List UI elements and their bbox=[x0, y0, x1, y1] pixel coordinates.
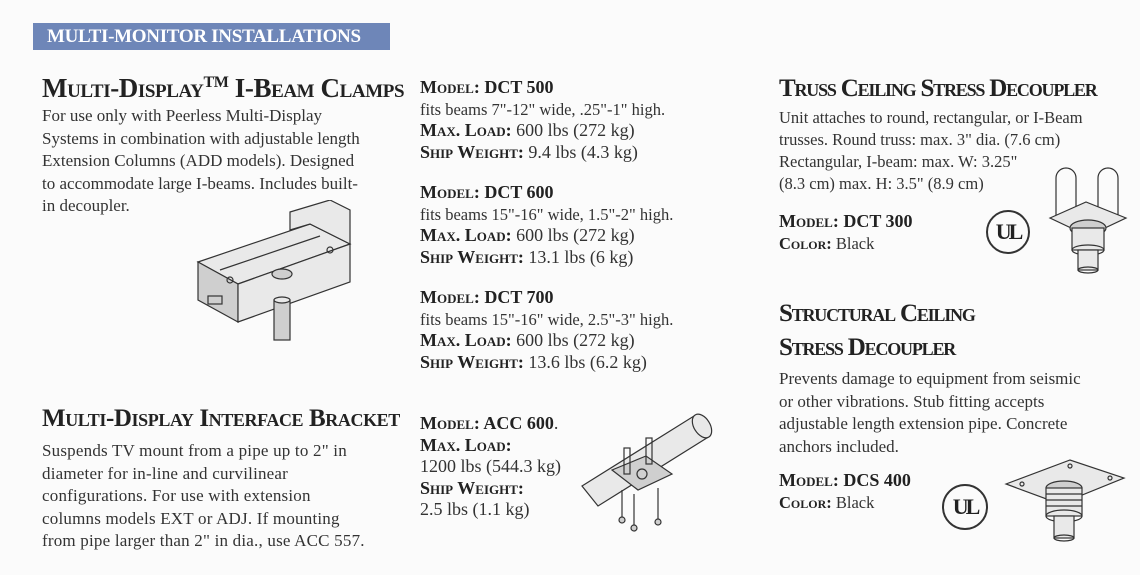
model-period: . bbox=[553, 413, 559, 433]
model-value: DCT 600 bbox=[479, 182, 554, 202]
spec-dct600 bbox=[420, 182, 760, 268]
bracket-description bbox=[42, 440, 382, 553]
color-value: Black bbox=[831, 492, 875, 512]
ship-label: Ship Weight: bbox=[420, 246, 524, 267]
desc-line: configurations. For use with extension bbox=[42, 486, 311, 505]
color-label: Color: bbox=[779, 492, 832, 512]
model-label: Model: bbox=[779, 470, 839, 490]
trademark-mark: TM bbox=[203, 74, 229, 91]
structural-decoupler-image bbox=[1000, 458, 1130, 548]
ship-label: Ship Weight: bbox=[420, 141, 524, 162]
model-label: Model: bbox=[420, 287, 480, 307]
ibeam-clamp-image bbox=[190, 200, 360, 345]
structural-title-line1: Structural Ceiling bbox=[779, 300, 975, 327]
ship-value: 13.6 lbs (6.2 kg) bbox=[523, 351, 647, 372]
desc-line: For use only with Peerless Multi-Display bbox=[42, 106, 323, 125]
model-value: ACC 600 bbox=[479, 413, 554, 433]
desc-line: Unit attaches to round, rectangular, or I-Beam bbox=[779, 108, 1083, 127]
load-label: Max. Load: bbox=[420, 120, 512, 140]
ship-value: 13.1 lbs (6 kg) bbox=[523, 246, 634, 267]
model-label: Model: bbox=[779, 211, 839, 231]
load-value: 1200 lbs (544.3 kg) bbox=[420, 456, 561, 476]
ship-label: Ship Weight: bbox=[420, 351, 524, 372]
load-value: 600 lbs (272 kg) bbox=[511, 225, 635, 245]
ul-listed-logo: UL bbox=[942, 484, 988, 530]
color-label: Color: bbox=[779, 233, 832, 253]
clamps-title-b: I-Beam Clamps bbox=[228, 73, 405, 103]
desc-line: columns models EXT or ADJ. If mounting bbox=[42, 508, 340, 528]
color-value: Black bbox=[831, 233, 875, 253]
ship-value: 9.4 lbs (4.3 kg) bbox=[523, 141, 638, 162]
spec-dct500 bbox=[420, 77, 760, 163]
desc-line: Prevents damage to equipment from seismic bbox=[779, 369, 1081, 388]
model-value: DCT 700 bbox=[479, 287, 554, 307]
clamps-title-a: Multi-Display bbox=[42, 73, 204, 103]
desc-line: trusses. Round truss: max. 3" dia. (7.6 cm) bbox=[779, 130, 1061, 149]
fits-text: fits beams 15"-16" wide, 2.5"-3" high. bbox=[420, 309, 674, 329]
desc-line: anchors included. bbox=[779, 436, 899, 456]
fits-text: fits beams 15"-16" wide, 1.5"-2" high. bbox=[420, 204, 674, 224]
bracket-title: Multi-Display Interface Bracket bbox=[42, 405, 400, 432]
model-value: DCS 400 bbox=[838, 470, 911, 490]
truss-title: Truss Ceiling Stress Decoupler bbox=[779, 75, 1097, 102]
spec-dct700 bbox=[420, 287, 760, 373]
clamps-title bbox=[42, 68, 404, 103]
desc-line: adjustable length extension pipe. Concrete bbox=[779, 414, 1068, 433]
ul-listed-logo: UL bbox=[986, 210, 1030, 254]
structural-title-line2: Stress Decoupler bbox=[779, 334, 956, 361]
fits-text: fits beams 7"-12" wide, .25"-1" high. bbox=[420, 99, 666, 119]
desc-line: or other vibrations. Stub fitting accepts bbox=[779, 391, 1045, 411]
spec-dct300 bbox=[779, 211, 979, 254]
section-banner: MULTI-MONITOR INSTALLATIONS bbox=[33, 23, 390, 50]
structural-description bbox=[779, 368, 1124, 458]
desc-line: Systems in combination with adjustable length bbox=[42, 128, 360, 148]
load-label: Max. Load: bbox=[420, 434, 512, 455]
model-label: Model: bbox=[420, 77, 480, 97]
load-value: 600 lbs (272 kg) bbox=[511, 120, 635, 140]
model-label: Model: bbox=[420, 413, 480, 433]
desc-line: diameter for in-line and curvilinear bbox=[42, 463, 289, 483]
ship-label: Ship Weight: bbox=[420, 477, 524, 498]
load-label: Max. Load: bbox=[420, 330, 512, 350]
desc-line: (8.3 cm) max. H: 3.5" (8.9 cm) bbox=[779, 174, 984, 193]
desc-line: to accommodate large I-beams. Includes built- bbox=[42, 173, 358, 193]
model-value: DCT 500 bbox=[479, 77, 554, 97]
load-value: 600 lbs (272 kg) bbox=[511, 330, 635, 350]
model-value: DCT 300 bbox=[838, 211, 913, 231]
desc-line: Rectangular, I-beam: max. W: 3.25" bbox=[779, 152, 1018, 171]
ship-value: 2.5 lbs (1.1 kg) bbox=[420, 499, 530, 519]
truss-decoupler-image bbox=[1042, 160, 1132, 275]
spec-acc600 bbox=[420, 413, 590, 521]
desc-line: in decoupler. bbox=[42, 196, 130, 215]
model-label: Model: bbox=[420, 182, 480, 202]
load-label: Max. Load: bbox=[420, 225, 512, 245]
interface-bracket-image bbox=[572, 408, 717, 533]
desc-line: Suspends TV mount from a pipe up to 2" in bbox=[42, 441, 347, 460]
desc-line: Extension Columns (ADD models). Designed bbox=[42, 151, 355, 170]
desc-line: from pipe larger than 2" in dia., use ACC 557. bbox=[42, 531, 365, 550]
